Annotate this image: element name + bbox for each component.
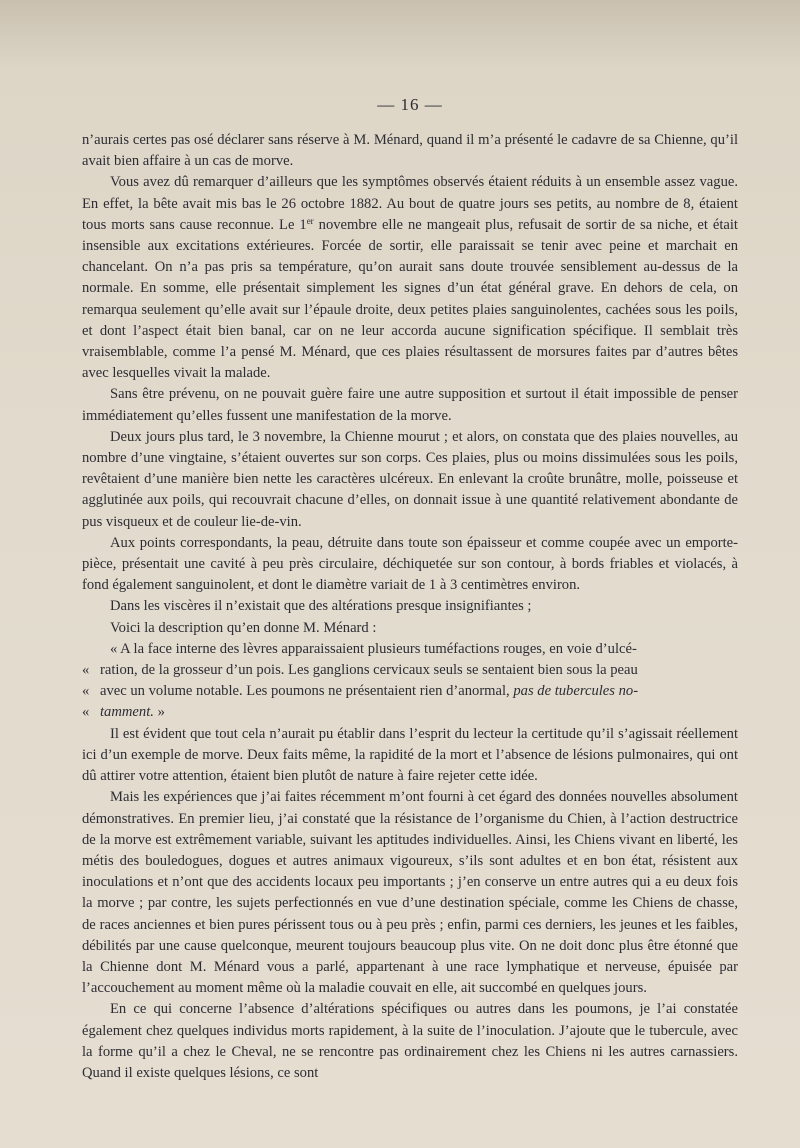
quote-line-3 <box>82 681 738 702</box>
body-text <box>82 130 738 1084</box>
quote-line-3-italic: pas de tubercules no- <box>513 683 639 700</box>
quote-mark: « <box>82 683 90 700</box>
paragraph-4: Deux jours plus tard, le 3 novembre, la Chienne mourut ; et alors, on constata que des plaies nouvelles, au nombre d’une vingtaine, s’étaient ouvertes sur son corps. Ces plaies, plus ou moins dissimulées sous les poils, revêtaient d’une manière bien nette les caractères ulcéreux. En enlevant la croûte brunâtre, molle, poisseuse et agglutinée aux poils, qui recouvrait chacune d’elles, on donnait issue à une quantité relativement abondante de pus visqueux et de couleur lie-de-vin. <box>82 428 738 530</box>
page-number: — 16 — <box>377 95 443 114</box>
quote-mark: « <box>82 704 90 721</box>
paragraph-2 <box>82 172 738 384</box>
quote-line-2-text: ration, de la grosseur d’un pois. Les ganglions cervicaux seuls se sentaient bien sous la peau <box>100 662 638 679</box>
quote-line-1-text: A la face interne des lèvres apparaissaient plusieurs tuméfactions rouges, en voie d’ulcé- <box>120 640 637 657</box>
paragraph-6: Dans les viscères il n’existait que des altérations presque insignifiantes ; <box>110 598 532 615</box>
paragraph-1: n’aurais certes pas osé déclarer sans réserve à M. Ménard, quand il m’a présenté le cadavre de sa Chienne, qu’il avait bien affaire à un cas de morve. <box>82 132 738 170</box>
paragraph-2-part-b: novembre elle ne mangeait plus, refusait de sortir de sa niche, et était insensible aux excitations extérieures. Forcée de sortir, elle paraissait se tenir avec peine et marchait en chancelant. On n’a pas pris sa température, qu’on aurait sans doute trouvée sensiblement au-dessus de la normale. En somme, elle présentait simplement les signes d’un état général grave. En dehors de cela, on remarqua seulement qu’elle avait sur l’épaule droite, deux petites plaies sanguinolentes, cachées sous les poils, et dont l’aspect était bien banal, car on ne leur accorda aucune signification spécifique. Il semblait très vraisemblable, comme l’a pensé M. Ménard, que ces plaies résultassent de morsures faites par d’autres bêtes avec lesquelles vivait la malade. <box>82 216 738 382</box>
quote-line-1 <box>82 639 738 660</box>
quote-mark: « <box>110 640 118 657</box>
paragraph-7: Voici la description qu’en donne M. Ménard : <box>110 619 377 636</box>
quote-close-mark: » <box>157 704 165 721</box>
ordinal-superscript: er <box>306 215 314 226</box>
paragraph-9: Mais les expériences que j’ai faites récemment m’ont fourni à cet égard des données nouvelles absolument démonstratives. En premier lieu, j’ai constaté que la résistance de l’organisme du Chien, à l’action destructrice de la morve est extrêmement variable, suivant les aptitudes individuelles. Ainsi, les Chiens vivant en liberté, les métis des bouledogues, dogues et autres animaux vigoureux, s’ils sont adultes et en bon état, résistent aux inoculations et n’ont que des accidents locaux peu importants ; j’en conserve un entre autres qui a eu deux fois la morve ; par contre, les sujets perfectionnés en vue d’une destination spéciale, comme les Chiens de chasse, de races anciennes et bien pures périssent tous ou à peu près ; enfin, parmi ces derniers, les jeunes et les faibles, débilités par une cause quelconque, meurent toujours beaucoup plus vite. On ne doit donc plus être étonné que la Chienne dont M. Ménard vous a parlé, appartenant à une race lymphatique et nerveuse, épuisée par l’accouchement au moment même où la maladie couvait en elle, ait succombé en quelques jours. <box>82 789 738 997</box>
paragraph-8: Il est évident que tout cela n’aurait pu établir dans l’esprit du lecteur la certitude qu’il s’agissait réellement ici d’un exemple de morve. Deux faits même, la rapidité de la mort et l’absence de lésions pulmonaires, qui ont dû attirer votre attention, étaient bien plutôt de nature à faire rejeter cette idée. <box>82 725 738 785</box>
paragraph-2-part-a: Vous avez dû remarquer d’ailleurs que les symptômes observés étaient réduits à un ensemble assez vague. En effet, la bête avait mis bas le 26 octobre 1882. Au bout de quatre jours ses petits, au nombre de 8, étaient tous morts sans cause reconnue. Le 1 <box>82 174 738 233</box>
block-quote <box>82 639 738 724</box>
quote-mark: « <box>82 662 90 679</box>
quote-line-4-italic: tamment. <box>100 704 154 721</box>
quote-line-3-text: avec un volume notable. Les poumons ne présentaient rien d’anormal, <box>100 683 514 700</box>
paragraph-5: Aux points correspondants, la peau, détruite dans toute son épaisseur et comme coupée avec un emporte-pièce, présentait une cavité à peu près circulaire, déchiquetée sur son contour, à bords friables et violacés, à fond également sanguinolent, et dont le diamètre variait de 1 à 3 centimètres environ. <box>82 534 738 594</box>
paragraph-10: En ce qui concerne l’absence d’altérations spécifiques ou autres dans les poumons, je l’ai constatée également chez quelques individus morts rapidement, à la suite de l’inoculation. J’ajoute que le tubercule, avec la forme qu’il a chez le Cheval, ne se rencontre pas ordinairement chez les Chiens ni les autres carnassiers. Quand il existe quelques lésions, ce sont <box>82 1001 738 1081</box>
quote-line-4 <box>82 702 738 723</box>
quote-line-2 <box>82 660 738 681</box>
paragraph-3: Sans être prévenu, on ne pouvait guère faire une autre supposition et surtout il était impossible de penser immédiatement qu’elles fussent une manifestation de la morve. <box>82 386 738 424</box>
